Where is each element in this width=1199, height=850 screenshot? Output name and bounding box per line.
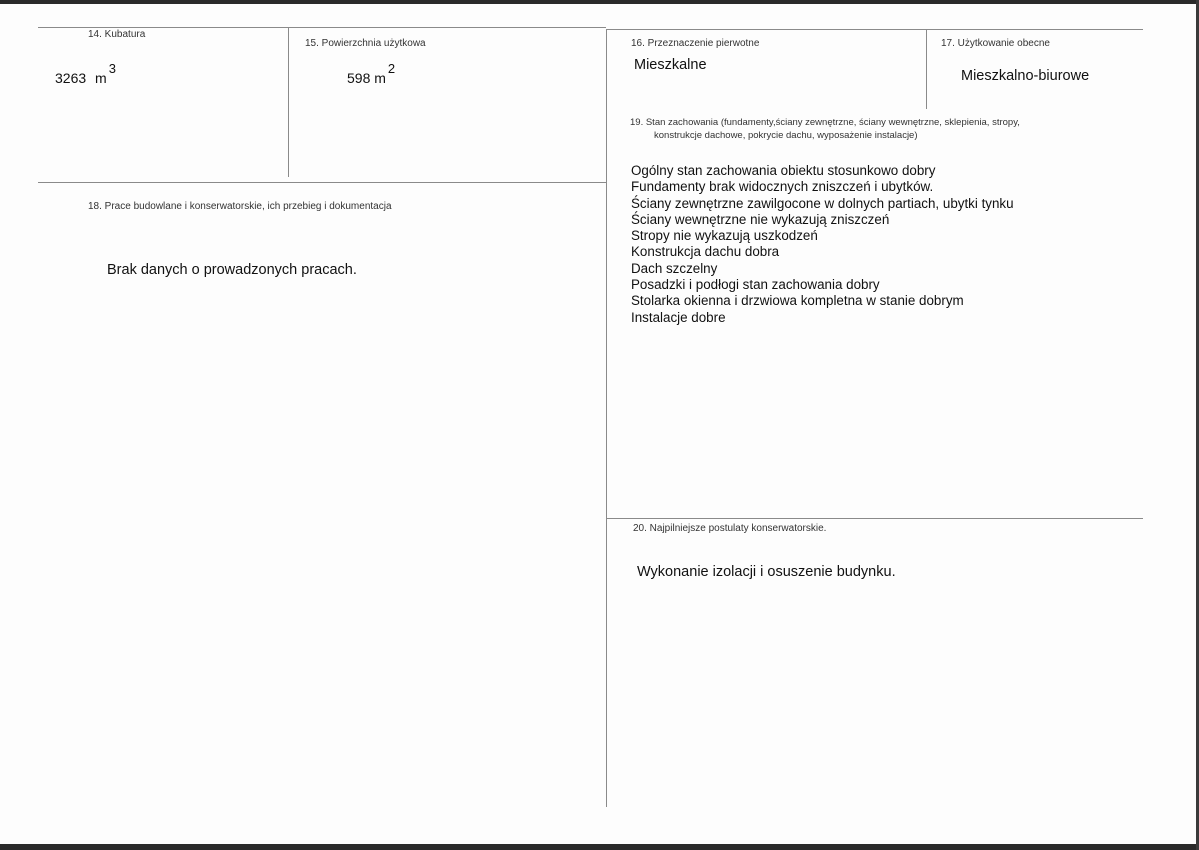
stan-item: Ściany zewnętrzne zawilgocone w dolnych partiach, ubytki tynku (631, 195, 1014, 211)
divider-row-18 (38, 182, 606, 183)
stan-item: Stolarka okienna i drzwiowa kompletna w stanie dobrym (631, 293, 964, 309)
stan-item: Dach szczelny (631, 260, 718, 276)
uzytkowanie-value: Mieszkalno-biurowe (961, 68, 1090, 84)
stan-item: Posadzki i podłogi stan zachowania dobry (631, 277, 880, 293)
stan-item: Ściany wewnętrzne nie wykazują zniszczeń (631, 211, 890, 227)
divider-main-vertical (606, 29, 607, 807)
stan-label (630, 116, 1135, 142)
scan-edge-bottom (0, 844, 1199, 850)
prace-label: 18. Prace budowlane i konserwatorskie, ich przebieg i dokumentacja (88, 201, 392, 212)
scan-edge-top (0, 0, 1199, 4)
divider-top-left (38, 27, 606, 28)
powierzchnia-label: 15. Powierzchnia użytkowa (305, 38, 426, 49)
powierzchnia-unit: m (374, 70, 386, 86)
divider-top-right (606, 29, 1143, 30)
powierzchnia-value (347, 61, 396, 86)
divider-col-16-17 (926, 29, 927, 109)
stan-list (631, 163, 1014, 326)
stan-item: Fundamenty brak widocznych zniszczeń i ubytków. (631, 179, 934, 195)
kubatura-value (55, 61, 116, 86)
divider-col-14-15 (288, 27, 289, 177)
przeznaczenie-label: 16. Przeznaczenie pierwotne (631, 38, 760, 49)
kubatura-label: 14. Kubatura (88, 29, 146, 40)
prace-value: Brak danych o prowadzonych pracach. (107, 262, 357, 278)
stan-item: Ogólny stan zachowania obiektu stosunkowo dobry (631, 163, 936, 178)
kubatura-number: 3263 (55, 70, 87, 86)
postulaty-value: Wykonanie izolacji i osuszenie budynku. (637, 564, 896, 580)
divider-row-20 (606, 518, 1143, 519)
stan-label-line1: 19. Stan zachowania (fundamenty,ściany zewnętrzne, ściany wewnętrzne, sklepienia, stropy, (630, 117, 1020, 128)
powierzchnia-unit-exponent: 2 (387, 61, 396, 76)
kubatura-unit: m (95, 70, 107, 86)
kubatura-unit-exponent: 3 (108, 61, 116, 76)
stan-label-line2: konstrukcje dachowe, pokrycie dachu, wyposażenie instalacje) (654, 130, 918, 141)
powierzchnia-number: 598 (347, 70, 371, 86)
postulaty-label: 20. Najpilniejsze postulaty konserwatorskie. (633, 523, 827, 534)
przeznaczenie-value: Mieszkalne (634, 57, 707, 73)
uzytkowanie-label: 17. Użytkowanie obecne (941, 38, 1050, 49)
stan-item: Instalacje dobre (631, 309, 726, 325)
stan-item: Konstrukcja dachu dobra (631, 244, 780, 260)
stan-item: Stropy nie wykazują uszkodzeń (631, 228, 818, 244)
